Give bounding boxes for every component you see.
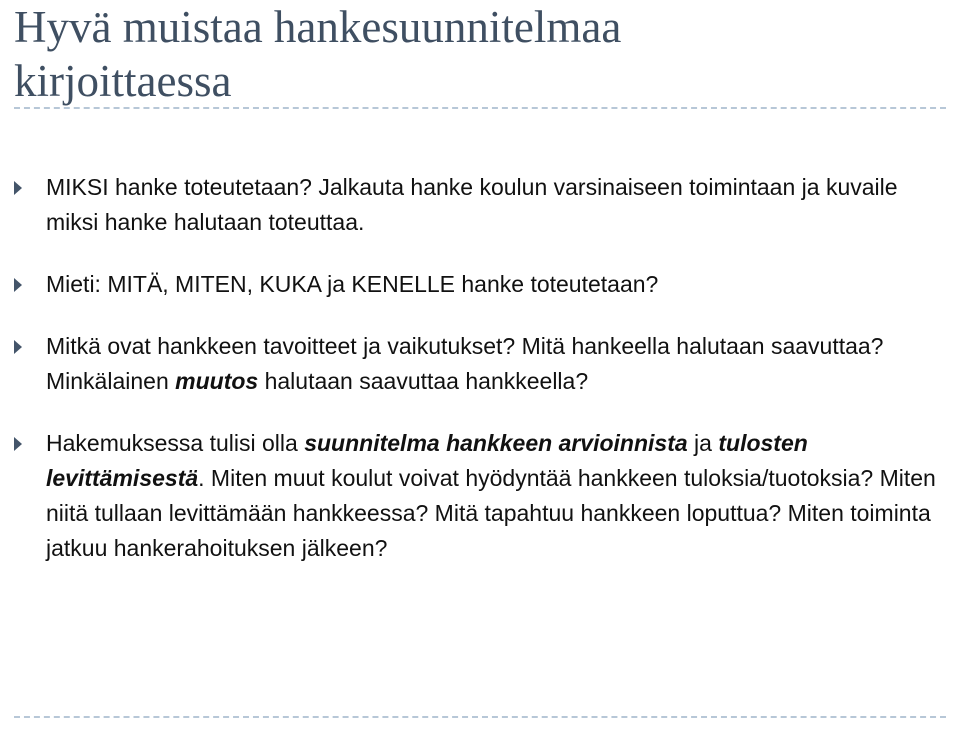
bullet-text-what-how-who: Mieti: MITÄ, MITEN, KUKA ja KENELLE hanke toteutetaan? bbox=[46, 271, 659, 297]
bullet-item-why bbox=[14, 170, 944, 240]
bullet-text-goals-part-1: Mitkä ovat hankkeen tavoitteet ja vaikutukset? Mitä hankeella halutaan saavuttaa? Minkälainen bbox=[46, 333, 884, 394]
bullet-emphasis-evaluation-plan: suunnitelma hankkeen arvioinnista bbox=[304, 430, 688, 456]
bullet-list bbox=[14, 170, 944, 593]
triangle-bullet-icon bbox=[14, 278, 22, 292]
footer-divider bbox=[14, 716, 946, 718]
bullet-text-evaluation-part-2: ja bbox=[687, 430, 719, 456]
bullet-text-goals-part-2: halutaan saavuttaa hankkeella? bbox=[258, 368, 589, 394]
triangle-bullet-icon bbox=[14, 437, 22, 451]
bullet-emphasis-change: muutos bbox=[175, 368, 259, 394]
title-divider bbox=[14, 107, 946, 109]
bullet-item-what-how-who bbox=[14, 267, 944, 302]
slide-title-line-1: Hyvä muistaa hankesuunnitelmaa bbox=[14, 2, 622, 52]
bullet-item-goals bbox=[14, 329, 944, 399]
bullet-text-why: MIKSI hanke toteutetaan? Jalkauta hanke koulun varsinaiseen toimintaan ja kuvaile miksi hanke halutaan toteuttaa. bbox=[46, 174, 898, 235]
triangle-bullet-icon bbox=[14, 340, 22, 354]
slide-title bbox=[14, 0, 944, 108]
bullet-text-evaluation-part-1: Hakemuksessa tulisi olla bbox=[46, 430, 305, 456]
triangle-bullet-icon bbox=[14, 181, 22, 195]
bullet-emphasis-dissemination: tulosten levittämisestä bbox=[46, 430, 808, 491]
slide-title-line-2: kirjoittaessa bbox=[14, 56, 232, 106]
bullet-item-evaluation bbox=[14, 426, 944, 566]
bullet-text-evaluation-part-3: . Miten muut koulut voivat hyödyntää hankkeen tuloksia/tuotoksia? Miten niitä tullaan levittämään hankkeessa? Mitä tapahtuu hankkeen loputtua? Miten toiminta jatkuu hankerahoituksen jälkeen? bbox=[46, 465, 936, 561]
